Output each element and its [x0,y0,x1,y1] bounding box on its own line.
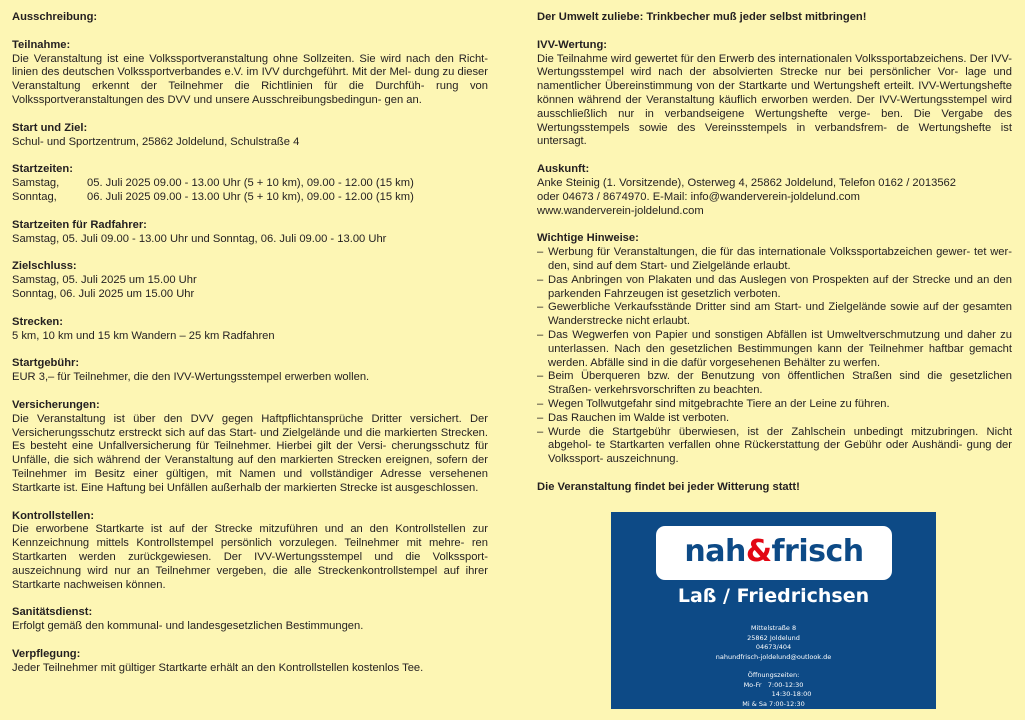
section-startzeiten [12,163,488,204]
list-item: – Wegen Tollwutgefahr sind mitgebrachte Tiere an der Leine zu führen. [537,398,1012,412]
section-text: Erfolgt gemäß den kommunal- und landesgesetzlichen Bestimmungen. [12,620,364,633]
section-strecken [12,316,488,344]
store-street: Mittelstraße 8 [750,624,797,632]
list-item: – Das Anbringen von Plakaten und das Auslegen von Prospekten auf der Strecke und an den parkenden Fahrzeugen ist gesetzlich verboten. [537,274,1012,302]
logo-ampersand: & [745,534,772,569]
hours-title: Öffnungszeiten: [747,671,800,679]
section-text: Jeder Teilnehmer mit gültiger Startkarte erhält an den Kontrollstellen kostenlos Tee. [12,661,424,674]
logo-wordmark [656,535,892,569]
list-item: – Das Rauchen im Walde ist verboten. [537,412,1012,426]
store-info [611,624,936,709]
store-phone: 04673/404 [755,643,792,651]
section-text: Samstag, 05. Juli 09.00 - 13.00 Uhr und Sonntag, 06. Juli 09.00 - 13.00 Uhr [12,232,387,245]
list-item: – Wurde die Startgebühr überwiesen, ist der Zahlschein unbedingt mitzubringen. Nicht abgehol- te Startkarten verfallen ohne Rückerstattung der Gebühr oder Aushändi- gung der Volkssport- auszeichnung. [537,426,1012,467]
witterung-notice: Die Veranstaltung findet bei jeder Witterung statt! [537,480,800,493]
contact-line: Anke Steinig (1. Vorsitzende), Osterweg 4, 25862 Joldelund, Telefon 0162 / 2013562 [537,176,956,189]
section-title: Verpflegung: [12,647,81,660]
section-ivv-wertung [537,39,1012,149]
startzeit-day: Samstag, [12,177,60,190]
section-auskunft [537,163,1012,218]
section-title: IVV-Wertung: [537,38,608,51]
section-zielschluss [12,260,488,301]
section-text: Samstag, 05. Juli 2025 um 15.00 Uhr [12,274,197,287]
section-text: Die Teilnahme wird gewertet für den Erwerb des internationalen Volkssportabzeichens. Der IVV-Wertungsstempel wird nach der absolvierten Strecke nur bei persönlicher Vor- lage und namentlicher Übereinstimmung von der Startkarte und Wertungsheft erteilt. IVV-Wertungshefte können während der Veranstaltung käuflich erworben werden. Der IVV-Wertungsstempel wird ausschließlich nur in verbandseigene Wertungshefte verge- ben. Die Vergabe des Wertungsstempels sowie des Vereinsstempels in verbandsfrem- de Wertungshefte ist untersagt. [537,52,1012,148]
section-title: Zielschluss: [12,260,77,273]
section-hinweise [537,232,1012,467]
section-versicherungen [12,399,488,496]
section-title: Teilnahme: [12,38,71,51]
umwelt-notice: Der Umwelt zuliebe: Trinkbecher muß jeder selbst mitbringen! [537,11,867,23]
section-title: Kontrollstellen: [12,509,95,522]
section-text: Die erworbene Startkarte ist auf der Strecke mitzuführen und an den Kontrollstellen zur Kennzeichnung mittels Kontrollstempel persönlich vorzulegen. Teilnehmer mit mehre- ren Startkarten werden zurückgewiesen. Der IVV-Wertungsstempel und die Volkssport- auszeichnung wird nur an Teilnehmer vergeben, die alle Streckenkontrollstempel auf ihrer Startkarte nachweisen können. [12,523,488,591]
contact-email-line[interactable]: oder 04673 / 8674970. E-Mail: info@wanderverein-joldelund.com [537,190,860,203]
section-startzeiten-rad [12,219,488,247]
startzeit-row [12,191,488,205]
section-verpflegung [12,648,488,676]
list-item: – Beim Überqueren bzw. der Benutzung von öffentlichen Straßen sind die gesetzlichen Straßen- verkehrsvorschriften zu beachten. [537,370,1012,398]
section-text: 5 km, 10 km und 15 km Wandern – 25 km Radfahren [12,329,275,342]
store-city: 25862 Joldelund [747,633,800,642]
section-teilnahme [12,39,488,108]
section-title: Sanitätsdienst: [12,606,93,619]
section-text: Die Veranstaltung ist eine Volkssportveranstaltung ohne Sollzeiten. Sie wird nach den Richt- linien des deutschen Volkssportverbandes e.V. im IVV durchgeführt. Mit der Mel- dung zu dieser Veranstaltung erkennt der Teilnehmer die Richtlinien für die Durchfüh- rung von Volkssportveranstaltungen des DVV und unsere Ausschreibungsbedingun- gen an. [12,52,488,106]
section-text: Sonntag, 06. Juli 2025 um 15.00 Uhr [12,287,195,300]
list-item: – Das Wegwerfen von Papier und sonstigen Abfällen ist Umweltverschmutzung und daher zu unterlassen. Nach den gesetzlichen Bestimmungen kann der Teilnehmer haftbar gemacht werden. Abfälle sind in die dafür vorgesehenen Behälter zu werfen. [537,329,1012,370]
section-text: Schul- und Sportzentrum, 25862 Joldelund, Schulstraße 4 [12,135,300,148]
startzeit-day: Sonntag, [12,190,57,203]
startzeit-row [12,177,488,191]
right-column [537,11,1012,509]
section-sanitaetsdienst [12,606,488,634]
section-text: Die Veranstaltung ist über den DVV gegen Haftpflichtansprüche Dritter versichert. Der Versicherungsschutz erstreckt sich auf das Start- und Zielgelände und die markierten Strecken. Es besteht eine Unfallversicherung für Teilnehmer. Hierbei gilt der Versi- cherungsschutz für Unfälle, die sich während der Veranstaltung auf den markierten Strecken ereignen, sofern der Teilnehmer im Besitz einer gültigen, mit Namen und vollständiger Adresse versehenen Startkarte ist. Eine Haftung bei Unfällen außerhalb der markierten Strecke ist ausgeschlossen. [12,412,488,494]
nah-frisch-logo [656,526,892,580]
store-email: nahundfrisch-joldelund@outlook.de [715,652,832,661]
section-startgebuehr [12,357,488,385]
section-title: Wichtige Hinweise: [537,232,639,245]
ausschreibung-heading: Ausschreibung: [12,11,98,23]
list-item: – Werbung für Veranstaltungen, die für das internationale Volkssportabzeichen gewer- tet wer- den, sind auf dem Start- und Zielgelände erlaubt. [537,246,1012,274]
section-start-ziel [12,122,488,150]
hours-line: Mo-Fr 7:00-12:30 [743,680,804,689]
hinweise-list [537,246,1012,467]
store-name: Laß / Friedrichsen [677,585,870,607]
hours-line: 14:30-18:00 [771,690,812,698]
logo-part1: nah [684,534,746,569]
section-kontrollstellen [12,510,488,593]
left-column [12,11,488,689]
section-title: Versicherungen: [12,398,100,411]
sponsor-advertisement [611,512,936,709]
list-item: – Gewerbliche Verkaufsstände Dritter sind am Start- und Zielgelände sowie auf der gesamten Wanderstrecke nicht erlaubt. [537,301,1012,329]
startzeit-text: 06. Juli 2025 09.00 - 13.00 Uhr (5 + 10 km), 09.00 - 12.00 (15 km) [87,190,414,203]
section-text: EUR 3,– für Teilnehmer, die den IVV-Wertungsstempel erwerben wollen. [12,371,370,384]
section-title: Startgebühr: [12,357,80,370]
section-title: Startzeiten für Radfahrer: [12,218,147,231]
section-title: Strecken: [12,315,63,328]
hours-line: Mi & Sa 7:00-12:30 [742,699,805,708]
section-title: Startzeiten: [12,163,73,176]
section-title: Auskunft: [537,163,590,176]
website-link[interactable]: www.wanderverein-joldelund.com [537,204,704,217]
startzeit-text: 05. Juli 2025 09.00 - 13.00 Uhr (5 + 10 km), 09.00 - 12.00 (15 km) [87,177,414,190]
section-title: Start und Ziel: [12,121,88,134]
logo-part2: frisch [771,534,864,569]
